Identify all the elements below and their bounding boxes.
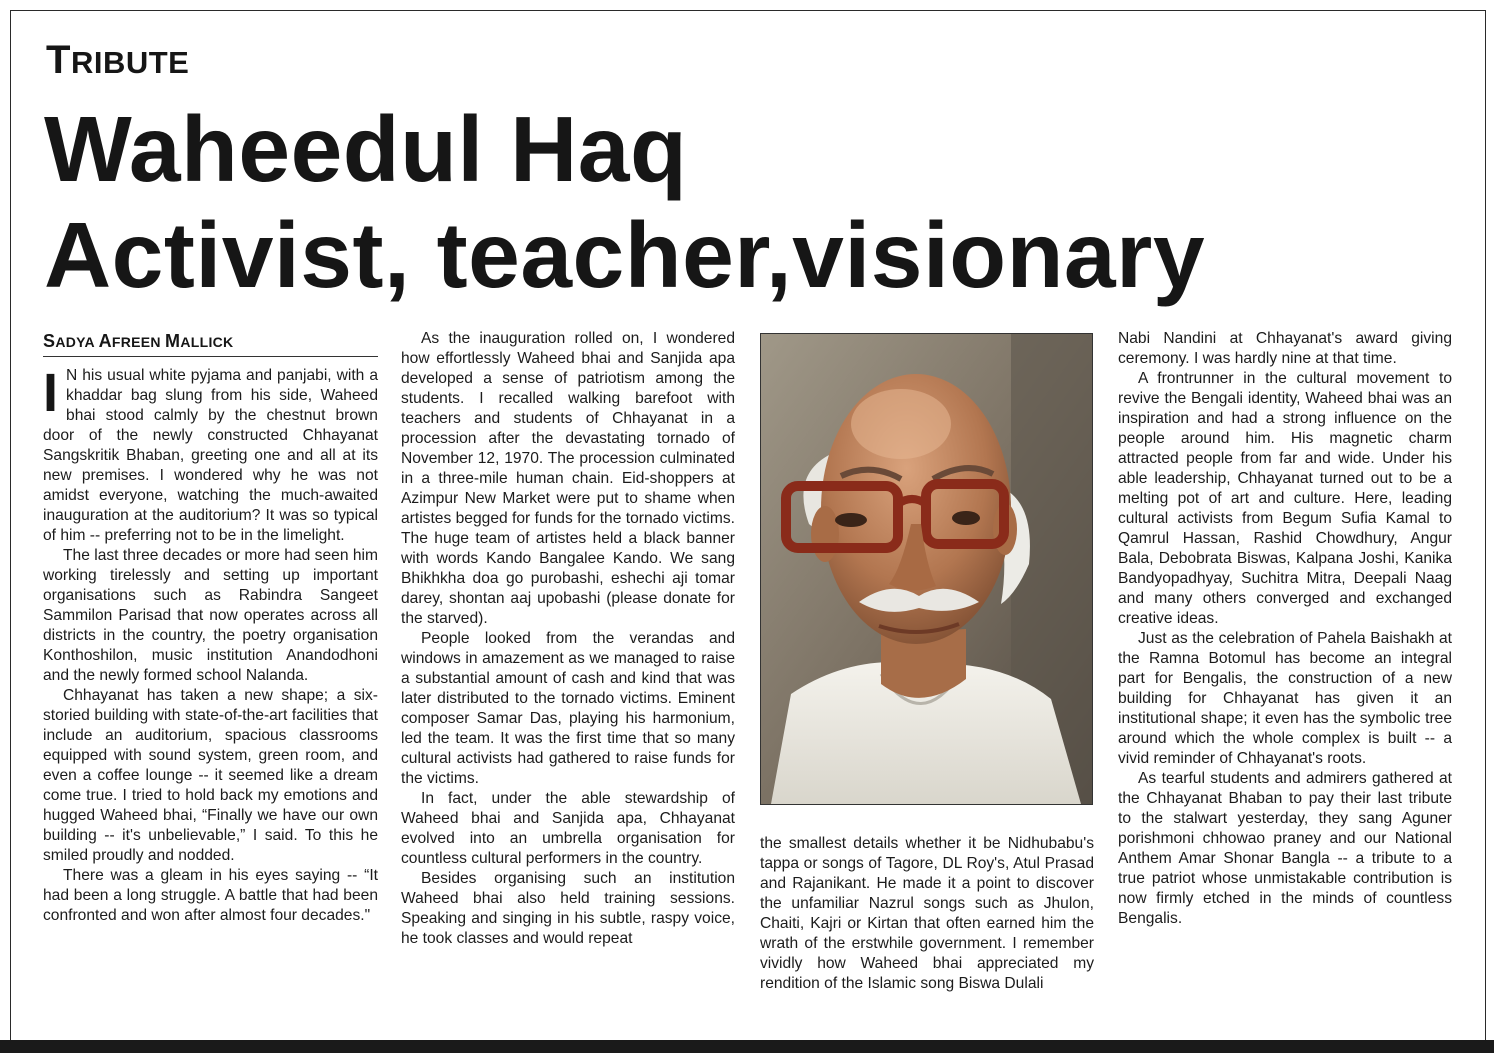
paragraph: I N his usual white pyjama and panjabi, with a khaddar bag slung from his side, Waheed bhai stood calmly by the chestnut brown door of the newly constructed Chhayanat Sangskritik Bhaban, greeting one and all at its new premises. I wondered why he was not amidst everyone, watching the much-awaited inauguration at the auditorium? It was so typical of him -- preferring not to be in the limelight. — [43, 363, 378, 544]
paragraph: There was a gleam in his eyes saying -- “It had been a long struggle. A battle that had been confronted and won after almost four decades." — [43, 867, 378, 924]
article-column-2 — [401, 329, 735, 949]
portrait-illustration — [761, 334, 1092, 804]
drop-cap: I — [43, 363, 59, 423]
paragraph: As the inauguration rolled on, I wondered how effortlessly Waheed bhai and Sanjida apa developed a sense of patriotism among the students. I recalled walking barefoot with teachers and students of Chhayanat in a procession after the devastating tornado of November 12, 1970. The procession culminated in a three-mile human chain. Eid-shoppers at Azimpur New Market were put to shame when artistes begged for funds for the tornado victims. The huge team of artistes held a black banner with words Kando Bangalee Kando. We sang Bhikhkha doa go purobashi, eshechi aji tomar darey, shontan aaj upobashi (please donate for the starved). — [401, 330, 735, 627]
byline: SADYA AFREEN MALLICK — [43, 331, 234, 351]
paragraph: The last three decades or more had seen him working tirelessly and setting up important organisations such as Rabindra Sangeet Sammilon Parisad that now operates across all districts in the country, the poetry organisation Konthoshilon, music institution Anandodhoni and the newly formed school Nalanda. — [43, 547, 378, 684]
paragraph: In fact, under the able stewardship of Waheed bhai and Sanjida apa, Chhayanat evolved into an umbrella organisation for countless cultural performers in the country. — [401, 790, 735, 867]
headline-line-1: Waheedul Haq — [44, 97, 688, 201]
paragraph: Besides organising such an institution Waheed bhai also held training sessions. Speaking and singing in his subtle, raspy voice, he took classes and would repeat — [401, 870, 735, 947]
article-column-1 — [43, 363, 378, 926]
paragraph: A frontrunner in the cultural movement to revive the Bengali identity, Waheed bhai was an inspiration and had a strong influence on the people around him. His magnetic charm attracted people from far and wide. Under his able leadership, Chhayanat turned out to be a melting pot of art and culture. Here, leading cultural activists from Begum Sufia Kamal to Qamrul Hassan, Rashid Chowdhury, Angur Bala, Debobrata Biswas, Kalpana Joshi, Kanika Bandyopadhyay, Suchitra Mitra, Deepali Naag and many others converged and exchanged creative ideas. — [1118, 370, 1452, 627]
bottom-bar — [0, 1040, 1494, 1053]
paragraph: As tearful students and admirers gathered at the Chhayanat Bhaban to pay their last tribute to the stalwart yesterday, they sang Aguner porishmoni chhowao praney and our National Anthem Amar Shonar Bangla -- a tribute to a true patriot whose unmistakable contribution is now firmly etched in the minds of countless Bengalis. — [1118, 770, 1452, 927]
paragraph: the smallest details whether it be Nidhubabu's tappa or songs of Tagore, DL Roy's, Atul Prasad and Rajanikant. He made it a point to discover the unfamiliar Nazrul songs such as Jhulon, Chaiti, Kajri or Kirtan that often earned him the wrath of the erstwhile government. I remember vividly how Waheed bhai appreciated my rendition of the Islamic song Biswa Dulali — [760, 835, 1094, 992]
headline — [44, 96, 1205, 308]
paragraph: Nabi Nandini at Chhayanat's award giving ceremony. I was hardly nine at that time. — [1118, 330, 1452, 367]
portrait-photo — [760, 333, 1093, 805]
paragraph: Chhayanat has taken a new shape; a six-storied building with state-of-the-art facilities that include an auditorium, spacious classrooms equipped with sound system, green room, and even a coffee lounge -- it seemed like a dream come true. I tried to hold back my emotions and hugged Waheed bhai, “Finally we have our own building -- it's unbelievable,” I said. To this he smiled proudly and nodded. — [43, 687, 378, 864]
article-column-4 — [1118, 329, 1452, 929]
section-kicker: TRIBUTE — [46, 38, 190, 82]
paragraph: People looked from the verandas and windows in amazement as we managed to raise a substantial amount of cash and kind that was later distributed to the tornado victims. Eminent composer Samar Das, playing his harmonium, led the team. It was the first time that so many cultural activists had gathered to raise funds for the victims. — [401, 630, 735, 787]
byline-rule — [43, 356, 378, 357]
article-column-3 — [760, 834, 1094, 994]
paragraph: Just as the celebration of Pahela Baishakh at the Ramna Botomul has become an integral part for Bengalis, the construction of a new building for Chhayanat has given it an institutional shape; it even has the symbolic tree around which the whole complex is built -- a vivid reminder of Chhayanat's roots. — [1118, 630, 1452, 767]
headline-line-2: Activist, teacher,visionary — [44, 203, 1206, 307]
